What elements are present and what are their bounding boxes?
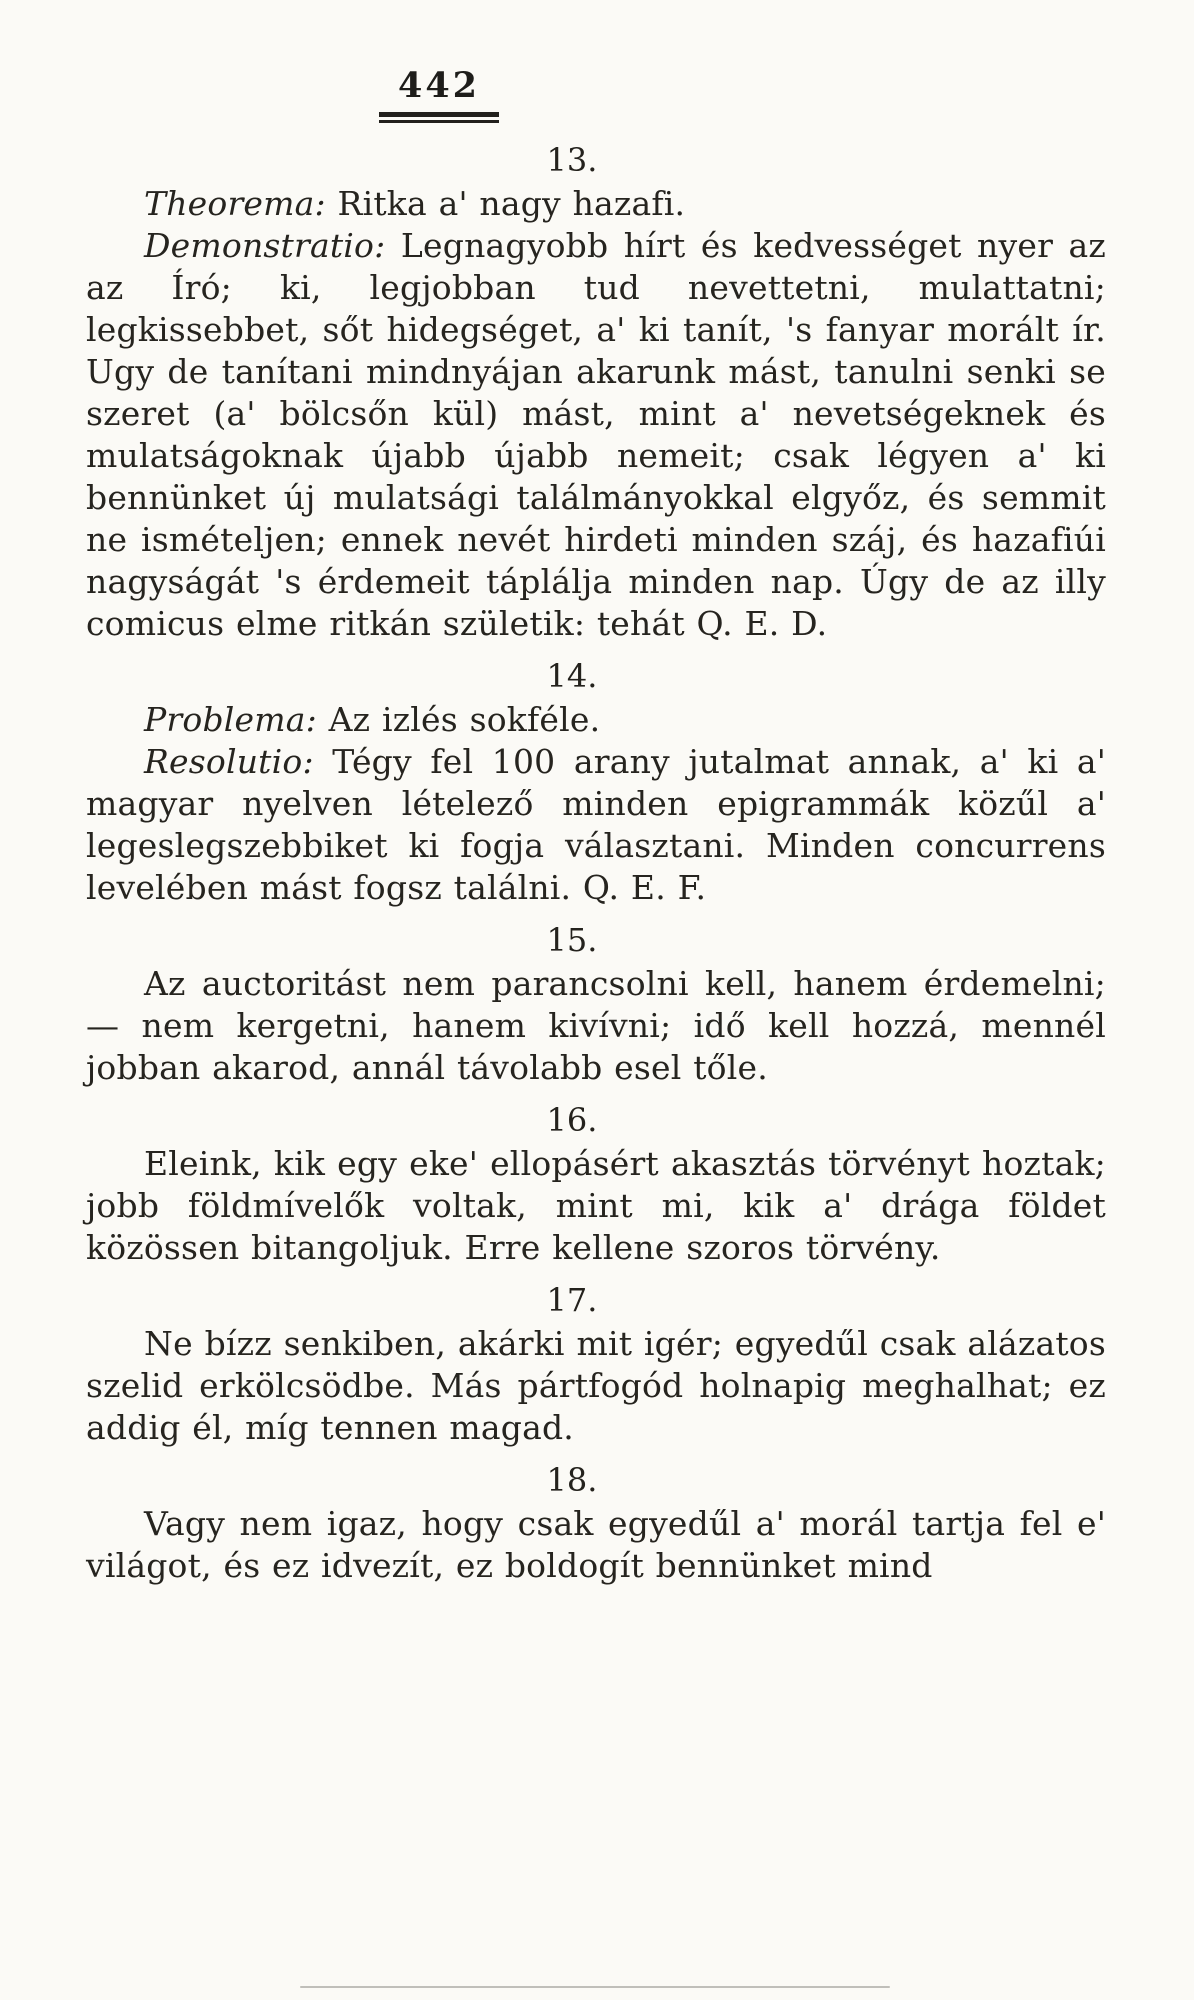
paragraph: [86, 1143, 1106, 1269]
page-number-block: [379, 65, 499, 123]
paragraph: [86, 1503, 1106, 1587]
section-number: 18.: [546, 1461, 598, 1499]
paragraph-lead: Resolutio:: [144, 742, 314, 781]
page-number-rule: [379, 112, 499, 123]
paragraph-text: Az auctoritást nem parancsolni kell, hanem érdemelni; — nem kergetni, hanem kivívni; idő kell hozzá, mennél jobban akarod, annál távolabb esel tőle.: [86, 964, 1106, 1087]
paragraph-text: Az izlés sokféle.: [316, 700, 601, 739]
paragraph: [86, 699, 1106, 741]
page-number: 442: [397, 65, 481, 106]
paragraph-lead: Demonstratio:: [144, 226, 386, 265]
paragraph: [86, 741, 1106, 909]
scan-bottom-edge: [300, 1986, 890, 1988]
aphorism-section: [86, 919, 1106, 1089]
aphorism-section: [86, 655, 1106, 909]
section-number: 14.: [546, 657, 598, 695]
paragraph-text: Tégy fel 100 arany jutalmat annak, a' ki a' magyar nyelven lételező minden epigrammák közűl a' legeslegszebbiket ki fogja választani. Minden concurrens levelében mást fogsz találni. Q. E. F.: [86, 742, 1106, 907]
paragraph: [86, 1323, 1106, 1449]
aphorism-section: [86, 1279, 1106, 1449]
aphorism-section: [86, 1099, 1106, 1269]
aphorism-section: [86, 1459, 1106, 1587]
paragraph: [86, 183, 1106, 225]
section-number: 15.: [546, 921, 598, 959]
paragraph-lead: Theorema:: [144, 184, 326, 223]
sections-container: [86, 139, 1106, 1587]
paragraph-text: Ritka a' nagy hazafi.: [325, 184, 686, 223]
paragraph-text: Vagy nem igaz, hogy csak egyedűl a' morál tartja fel e' világot, és ez idvezít, ez boldogít bennünket mind: [86, 1504, 1106, 1585]
page-header: [0, 0, 1194, 123]
paragraph: [86, 963, 1106, 1089]
paragraph-text: Legnagyobb hírt és kedvességet nyer az az Író; ki, legjobban tud nevettetni, mulattatni; legkissebbet, sőt hidegséget, a' ki tanít, 's fanyar morált ír. Ugy de tanítani mindnyájan akarunk mást, tanulni senki se szeret (a' bölcsőn kül) mást, mint a' nevetségeknek és mulatságoknak újabb újabb nemeit; csak légyen a' ki bennünket új mulatsági találmányokkal elgyőz, és semmit ne ismételjen; ennek nevét hirdeti minden száj, és hazafiúi nagyságát 's érdemeit táplálja minden nap. Úgy de az illy comicus elme ritkán születik: tehát Q. E. D.: [86, 226, 1106, 643]
paragraph-text: Eleink, kik egy eke' ellopásért akasztás törvényt hoztak; jobb földmívelők voltak, mint mi, kik a' drága földet közössen bitangoljuk. Erre kellene szoros törvény.: [86, 1144, 1106, 1267]
paragraph-text: Ne bízz senkiben, akárki mit igér; egyedűl csak alázatos szelid erkölcsödbe. Más pártfogód holnapig meghalhat; ez addig él, míg tennen magad.: [86, 1324, 1106, 1447]
paragraph-lead: Problema:: [144, 700, 317, 739]
section-number: 13.: [546, 141, 598, 179]
paragraph: [86, 225, 1106, 645]
section-number: 16.: [546, 1101, 598, 1139]
aphorism-section: [86, 139, 1106, 645]
section-number: 17.: [546, 1281, 598, 1319]
